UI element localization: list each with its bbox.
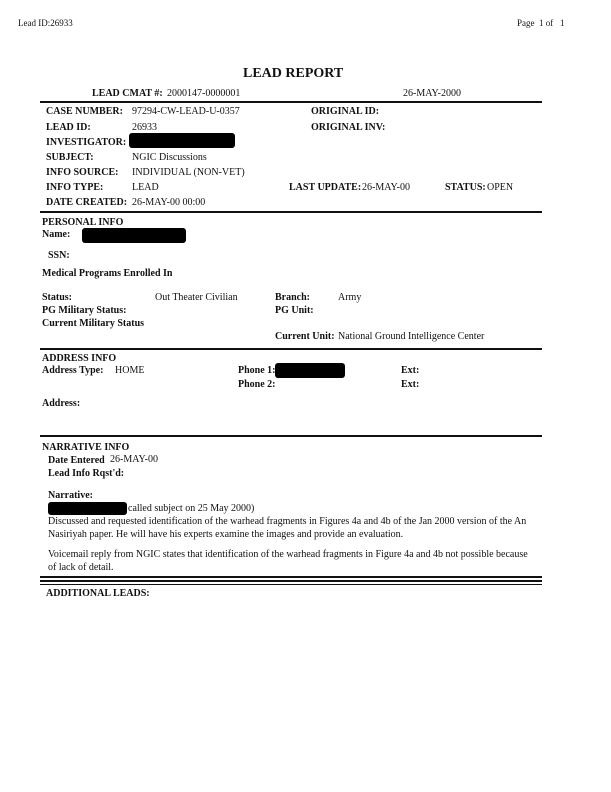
phone1-label: Phone 1: [238, 365, 276, 376]
branch-value: Army [338, 292, 362, 303]
info-type-value: LEAD [132, 182, 159, 193]
rule-additional [40, 584, 542, 585]
header-lead-id: Lead ID:26933 [18, 18, 73, 28]
original-id-label: ORIGINAL ID: [311, 106, 380, 117]
additional-leads-heading: ADDITIONAL LEADS: [46, 588, 150, 599]
subject-value: NGIC Discussions [132, 152, 207, 163]
status-label: STATUS: [445, 182, 486, 193]
status-value: OPEN [487, 182, 514, 193]
ext2-label: Ext: [401, 379, 420, 390]
ssn-label: SSN: [48, 250, 70, 261]
page-indicator [517, 18, 565, 28]
phone1-redaction [275, 363, 345, 378]
phone2-label: Phone 2: [238, 379, 276, 390]
case-number-value: 97294-CW-LEAD-U-0357 [132, 106, 240, 117]
cmat-value: 2000147-0000001 [167, 88, 241, 99]
rule-top [40, 101, 542, 103]
info-type-label: INFO TYPE: [46, 182, 104, 193]
date-entered-value: 26-MAY-00 [110, 454, 158, 465]
lead-id-value: 26933 [132, 122, 157, 133]
pg-military-status-label: PG Military Status: [42, 305, 127, 316]
address-type-value: HOME [115, 365, 145, 376]
narrative-para2-line2: of lack of detail. [48, 562, 114, 573]
investigator-label: INVESTIGATOR: [46, 137, 127, 148]
page-number: 1 [539, 18, 544, 28]
narrative-heading: NARRATIVE INFO [42, 442, 130, 453]
rule-narrative-end-1 [40, 576, 542, 578]
personal-heading: PERSONAL INFO [42, 217, 124, 228]
medical-programs-label: Medical Programs Enrolled In [42, 268, 173, 279]
page-label: Page [517, 18, 535, 28]
subject-label: SUBJECT: [46, 152, 94, 163]
current-unit-value: National Ground Intelligence Center [338, 331, 485, 342]
pg-unit-label: PG Unit: [275, 305, 314, 316]
current-military-status-label: Current Military Status [42, 318, 145, 329]
personal-status-label: Status: [42, 292, 73, 303]
branch-label: Branch: [275, 292, 310, 303]
case-number-label: CASE NUMBER: [46, 106, 123, 117]
rule-personal [40, 211, 542, 213]
personal-status-value: Out Theater Civilian [155, 292, 238, 303]
last-update-label: LAST UPDATE: [289, 182, 362, 193]
name-redaction [82, 228, 186, 243]
lead-info-rqstd-label: Lead Info Rqst'd: [48, 468, 125, 479]
info-source-value: INDIVIDUAL (NON-VET) [132, 167, 245, 178]
narrative-label: Narrative: [48, 490, 93, 501]
rule-narrative-end-2 [40, 580, 542, 582]
last-update-value: 26-MAY-00 [362, 182, 410, 193]
lead-id-label: LEAD ID: [46, 122, 91, 133]
narrative-line2: Discussed and requested identification of the warhead fragments in Figures 4a and 4b of the Jan 2000 version of the An [48, 516, 527, 527]
report-title: LEAD REPORT [243, 66, 344, 81]
page-total: 1 [560, 18, 565, 28]
narrative-line1: called subject on 25 May 2000) [128, 503, 255, 514]
address-label: Address: [42, 398, 81, 409]
cmat-label: LEAD CMAT #: [92, 88, 163, 99]
name-label: Name: [42, 229, 71, 240]
page-of-label: of [545, 18, 554, 28]
date-created-label: DATE CREATED: [46, 197, 128, 208]
narrative-para2-line1: Voicemail reply from NGIC states that identification of the warhead fragments in Figure 4a and 4b not possible because [48, 549, 528, 560]
current-unit-label: Current Unit: [275, 331, 335, 342]
narrative-redaction [48, 502, 127, 515]
rule-narrative [40, 435, 542, 437]
date-created-value: 26-MAY-00 00:00 [132, 197, 206, 208]
date-entered-label: Date Entered [48, 455, 105, 466]
address-heading: ADDRESS INFO [42, 353, 117, 364]
info-source-label: INFO SOURCE: [46, 167, 119, 178]
cmat-date: 26-MAY-2000 [403, 88, 461, 99]
investigator-redaction [129, 133, 235, 148]
ext1-label: Ext: [401, 365, 420, 376]
original-inv-label: ORIGINAL INV: [311, 122, 386, 133]
address-type-label: Address Type: [42, 365, 104, 376]
narrative-line3: Nasiriyah paper. He will have his experts examine the images and provide an evaluation. [48, 529, 404, 540]
rule-address [40, 348, 542, 350]
